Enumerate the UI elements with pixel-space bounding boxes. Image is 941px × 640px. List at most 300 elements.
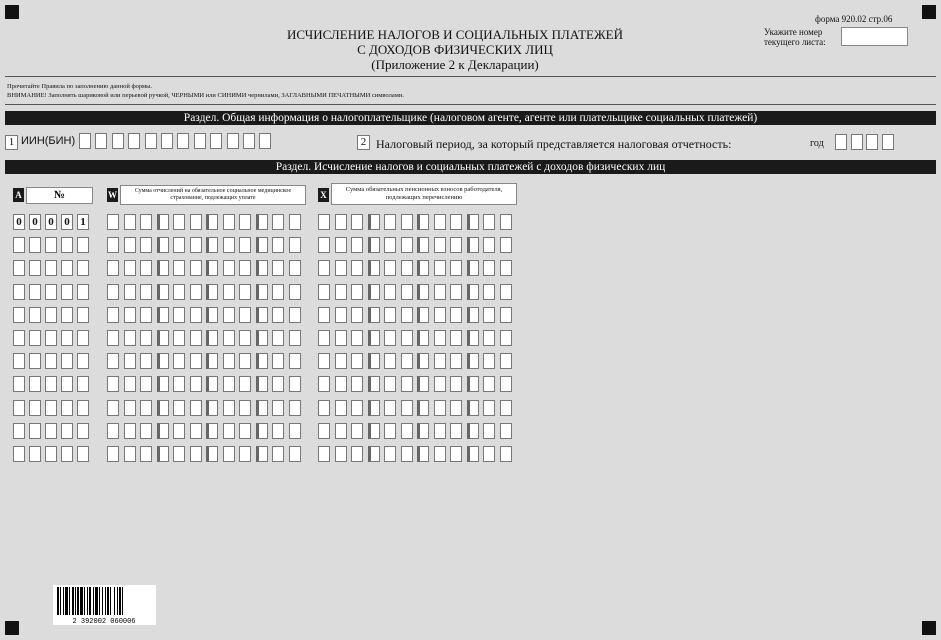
x-amount-cell[interactable] bbox=[450, 400, 462, 416]
w-amount-cell[interactable] bbox=[256, 260, 268, 276]
w-amount-cell[interactable] bbox=[223, 423, 235, 439]
w-amount-cell[interactable] bbox=[140, 400, 152, 416]
row-number-cell[interactable] bbox=[61, 376, 73, 392]
x-amount-cell[interactable] bbox=[434, 446, 446, 462]
x-amount-cell[interactable] bbox=[417, 307, 429, 323]
w-amount-cell[interactable] bbox=[289, 330, 301, 346]
w-amount-cell[interactable] bbox=[289, 446, 301, 462]
w-amount-cell[interactable] bbox=[256, 353, 268, 369]
w-amount-cell[interactable] bbox=[206, 214, 218, 230]
w-amount-cell[interactable] bbox=[124, 330, 136, 346]
w-amount-cell[interactable] bbox=[206, 400, 218, 416]
w-amount-cell[interactable] bbox=[157, 353, 169, 369]
w-amount-cell[interactable] bbox=[223, 284, 235, 300]
x-amount-cell[interactable] bbox=[384, 400, 396, 416]
x-amount-cell[interactable] bbox=[335, 400, 347, 416]
row-number-cell[interactable] bbox=[61, 423, 73, 439]
w-amount-cell[interactable] bbox=[140, 284, 152, 300]
w-amount-cell[interactable] bbox=[140, 307, 152, 323]
x-amount-cell[interactable] bbox=[417, 260, 429, 276]
w-amount-cell[interactable] bbox=[173, 446, 185, 462]
w-amount-cell[interactable] bbox=[256, 376, 268, 392]
x-amount-cell[interactable] bbox=[384, 260, 396, 276]
w-amount-cell[interactable] bbox=[107, 423, 119, 439]
w-amount-cell[interactable] bbox=[190, 446, 202, 462]
x-amount-cell[interactable] bbox=[450, 446, 462, 462]
x-amount-cell[interactable] bbox=[335, 260, 347, 276]
w-amount-cell[interactable] bbox=[173, 400, 185, 416]
w-amount-cell[interactable] bbox=[239, 260, 251, 276]
w-amount-cell[interactable] bbox=[223, 260, 235, 276]
x-amount-cell[interactable] bbox=[368, 423, 380, 439]
row-number-cell[interactable] bbox=[61, 330, 73, 346]
iin-bin-cell[interactable] bbox=[79, 133, 91, 149]
iin-bin-cell[interactable] bbox=[145, 133, 157, 149]
iin-bin-cell[interactable] bbox=[227, 133, 239, 149]
w-amount-cell[interactable] bbox=[272, 260, 284, 276]
row-number-cell[interactable] bbox=[13, 400, 25, 416]
x-amount-cell[interactable] bbox=[483, 400, 495, 416]
x-amount-cell[interactable] bbox=[467, 214, 479, 230]
x-amount-cell[interactable] bbox=[368, 214, 380, 230]
x-amount-cell[interactable] bbox=[368, 260, 380, 276]
row-number-cell[interactable] bbox=[45, 330, 57, 346]
w-amount-cell[interactable] bbox=[272, 353, 284, 369]
x-amount-cell[interactable] bbox=[500, 214, 512, 230]
x-amount-cell[interactable] bbox=[417, 353, 429, 369]
year-cell[interactable] bbox=[866, 134, 878, 150]
x-amount-cell[interactable] bbox=[434, 423, 446, 439]
x-amount-cell[interactable] bbox=[401, 214, 413, 230]
x-amount-cell[interactable] bbox=[467, 330, 479, 346]
x-amount-cell[interactable] bbox=[500, 353, 512, 369]
x-amount-cell[interactable] bbox=[351, 284, 363, 300]
row-number-cell[interactable] bbox=[29, 260, 41, 276]
w-amount-cell[interactable] bbox=[289, 260, 301, 276]
w-amount-cell[interactable] bbox=[107, 237, 119, 253]
w-amount-cell[interactable] bbox=[223, 330, 235, 346]
w-amount-cell[interactable] bbox=[157, 214, 169, 230]
x-amount-cell[interactable] bbox=[368, 330, 380, 346]
x-amount-cell[interactable] bbox=[401, 237, 413, 253]
row-number-cell[interactable] bbox=[45, 260, 57, 276]
w-amount-cell[interactable] bbox=[272, 307, 284, 323]
w-amount-cell[interactable] bbox=[256, 446, 268, 462]
x-amount-cell[interactable] bbox=[401, 446, 413, 462]
x-amount-cell[interactable] bbox=[335, 353, 347, 369]
w-amount-cell[interactable] bbox=[190, 376, 202, 392]
x-amount-cell[interactable] bbox=[368, 307, 380, 323]
x-amount-cell[interactable] bbox=[450, 353, 462, 369]
x-amount-cell[interactable] bbox=[351, 353, 363, 369]
x-amount-cell[interactable] bbox=[318, 237, 330, 253]
x-amount-cell[interactable] bbox=[434, 353, 446, 369]
w-amount-cell[interactable] bbox=[223, 400, 235, 416]
x-amount-cell[interactable] bbox=[401, 400, 413, 416]
x-amount-cell[interactable] bbox=[318, 330, 330, 346]
x-amount-cell[interactable] bbox=[318, 376, 330, 392]
x-amount-cell[interactable] bbox=[483, 260, 495, 276]
w-amount-cell[interactable] bbox=[140, 376, 152, 392]
w-amount-cell[interactable] bbox=[173, 353, 185, 369]
x-amount-cell[interactable] bbox=[434, 376, 446, 392]
w-amount-cell[interactable] bbox=[223, 214, 235, 230]
w-amount-cell[interactable] bbox=[272, 423, 284, 439]
w-amount-cell[interactable] bbox=[140, 446, 152, 462]
x-amount-cell[interactable] bbox=[384, 284, 396, 300]
x-amount-cell[interactable] bbox=[417, 284, 429, 300]
w-amount-cell[interactable] bbox=[140, 237, 152, 253]
x-amount-cell[interactable] bbox=[483, 330, 495, 346]
w-amount-cell[interactable] bbox=[190, 214, 202, 230]
year-cell[interactable] bbox=[882, 134, 894, 150]
w-amount-cell[interactable] bbox=[256, 214, 268, 230]
row-number-cell[interactable] bbox=[13, 284, 25, 300]
w-amount-cell[interactable] bbox=[190, 237, 202, 253]
row-number-cell[interactable] bbox=[77, 446, 89, 462]
w-amount-cell[interactable] bbox=[190, 400, 202, 416]
x-amount-cell[interactable] bbox=[368, 400, 380, 416]
row-number-cell[interactable] bbox=[61, 237, 73, 253]
w-amount-cell[interactable] bbox=[124, 423, 136, 439]
x-amount-cell[interactable] bbox=[384, 330, 396, 346]
x-amount-cell[interactable] bbox=[500, 237, 512, 253]
w-amount-cell[interactable] bbox=[173, 423, 185, 439]
row-number-cell[interactable] bbox=[61, 307, 73, 323]
w-amount-cell[interactable] bbox=[239, 237, 251, 253]
x-amount-cell[interactable] bbox=[450, 423, 462, 439]
w-amount-cell[interactable] bbox=[223, 446, 235, 462]
w-amount-cell[interactable] bbox=[173, 237, 185, 253]
row-number-cell[interactable] bbox=[45, 237, 57, 253]
iin-bin-cell[interactable] bbox=[210, 133, 222, 149]
x-amount-cell[interactable] bbox=[483, 237, 495, 253]
x-amount-cell[interactable] bbox=[351, 237, 363, 253]
x-amount-cell[interactable] bbox=[401, 260, 413, 276]
x-amount-cell[interactable] bbox=[450, 260, 462, 276]
w-amount-cell[interactable] bbox=[107, 214, 119, 230]
row-number-cell[interactable] bbox=[77, 307, 89, 323]
x-amount-cell[interactable] bbox=[318, 423, 330, 439]
row-number-cell[interactable] bbox=[77, 423, 89, 439]
x-amount-cell[interactable] bbox=[318, 400, 330, 416]
x-amount-cell[interactable] bbox=[318, 307, 330, 323]
row-number-cell[interactable] bbox=[45, 446, 57, 462]
w-amount-cell[interactable] bbox=[223, 376, 235, 392]
w-amount-cell[interactable] bbox=[124, 400, 136, 416]
w-amount-cell[interactable] bbox=[239, 307, 251, 323]
w-amount-cell[interactable] bbox=[206, 376, 218, 392]
w-amount-cell[interactable] bbox=[206, 260, 218, 276]
w-amount-cell[interactable] bbox=[107, 446, 119, 462]
w-amount-cell[interactable] bbox=[206, 237, 218, 253]
x-amount-cell[interactable] bbox=[351, 446, 363, 462]
x-amount-cell[interactable] bbox=[335, 330, 347, 346]
w-amount-cell[interactable] bbox=[289, 423, 301, 439]
w-amount-cell[interactable] bbox=[190, 330, 202, 346]
w-amount-cell[interactable] bbox=[124, 284, 136, 300]
x-amount-cell[interactable] bbox=[318, 214, 330, 230]
w-amount-cell[interactable] bbox=[107, 353, 119, 369]
x-amount-cell[interactable] bbox=[434, 237, 446, 253]
w-amount-cell[interactable] bbox=[223, 307, 235, 323]
x-amount-cell[interactable] bbox=[467, 400, 479, 416]
row-number-cell[interactable] bbox=[77, 330, 89, 346]
x-amount-cell[interactable] bbox=[368, 237, 380, 253]
x-amount-cell[interactable] bbox=[467, 376, 479, 392]
w-amount-cell[interactable] bbox=[289, 353, 301, 369]
x-amount-cell[interactable] bbox=[318, 353, 330, 369]
row-number-cell[interactable] bbox=[45, 400, 57, 416]
x-amount-cell[interactable] bbox=[384, 237, 396, 253]
x-amount-cell[interactable] bbox=[434, 400, 446, 416]
sheet-number-field[interactable] bbox=[841, 27, 908, 46]
x-amount-cell[interactable] bbox=[318, 284, 330, 300]
row-number-cell[interactable] bbox=[29, 446, 41, 462]
w-amount-cell[interactable] bbox=[140, 214, 152, 230]
row-number-cell[interactable] bbox=[45, 423, 57, 439]
w-amount-cell[interactable] bbox=[239, 330, 251, 346]
row-number-cell[interactable] bbox=[61, 284, 73, 300]
w-amount-cell[interactable] bbox=[140, 423, 152, 439]
row-number-cell[interactable] bbox=[45, 376, 57, 392]
w-amount-cell[interactable] bbox=[140, 260, 152, 276]
x-amount-cell[interactable] bbox=[417, 237, 429, 253]
x-amount-cell[interactable] bbox=[417, 376, 429, 392]
x-amount-cell[interactable] bbox=[368, 376, 380, 392]
x-amount-cell[interactable] bbox=[351, 400, 363, 416]
x-amount-cell[interactable] bbox=[384, 423, 396, 439]
x-amount-cell[interactable] bbox=[335, 423, 347, 439]
w-amount-cell[interactable] bbox=[157, 446, 169, 462]
w-amount-cell[interactable] bbox=[124, 353, 136, 369]
row-number-cell[interactable] bbox=[61, 260, 73, 276]
w-amount-cell[interactable] bbox=[223, 353, 235, 369]
w-amount-cell[interactable] bbox=[272, 330, 284, 346]
w-amount-cell[interactable] bbox=[239, 446, 251, 462]
x-amount-cell[interactable] bbox=[335, 284, 347, 300]
x-amount-cell[interactable] bbox=[500, 423, 512, 439]
x-amount-cell[interactable] bbox=[467, 423, 479, 439]
x-amount-cell[interactable] bbox=[450, 284, 462, 300]
row-number-cell[interactable] bbox=[13, 376, 25, 392]
x-amount-cell[interactable] bbox=[368, 446, 380, 462]
w-amount-cell[interactable] bbox=[206, 446, 218, 462]
w-amount-cell[interactable] bbox=[272, 446, 284, 462]
row-number-cell[interactable]: 1 bbox=[77, 214, 89, 230]
x-amount-cell[interactable] bbox=[384, 307, 396, 323]
w-amount-cell[interactable] bbox=[173, 214, 185, 230]
x-amount-cell[interactable] bbox=[500, 307, 512, 323]
x-amount-cell[interactable] bbox=[483, 376, 495, 392]
w-amount-cell[interactable] bbox=[256, 423, 268, 439]
row-number-cell[interactable] bbox=[77, 237, 89, 253]
x-amount-cell[interactable] bbox=[434, 330, 446, 346]
x-amount-cell[interactable] bbox=[351, 260, 363, 276]
x-amount-cell[interactable] bbox=[401, 330, 413, 346]
w-amount-cell[interactable] bbox=[256, 307, 268, 323]
w-amount-cell[interactable] bbox=[289, 307, 301, 323]
x-amount-cell[interactable] bbox=[483, 446, 495, 462]
x-amount-cell[interactable] bbox=[500, 330, 512, 346]
x-amount-cell[interactable] bbox=[500, 376, 512, 392]
w-amount-cell[interactable] bbox=[107, 330, 119, 346]
w-amount-cell[interactable] bbox=[124, 446, 136, 462]
iin-bin-cell[interactable] bbox=[161, 133, 173, 149]
x-amount-cell[interactable] bbox=[368, 353, 380, 369]
x-amount-cell[interactable] bbox=[467, 237, 479, 253]
w-amount-cell[interactable] bbox=[289, 376, 301, 392]
x-amount-cell[interactable] bbox=[335, 307, 347, 323]
x-amount-cell[interactable] bbox=[467, 307, 479, 323]
iin-bin-cell[interactable] bbox=[95, 133, 107, 149]
w-amount-cell[interactable] bbox=[206, 353, 218, 369]
x-amount-cell[interactable] bbox=[450, 214, 462, 230]
w-amount-cell[interactable] bbox=[190, 284, 202, 300]
w-amount-cell[interactable] bbox=[289, 400, 301, 416]
row-number-cell[interactable]: 0 bbox=[13, 214, 25, 230]
x-amount-cell[interactable] bbox=[351, 330, 363, 346]
w-amount-cell[interactable] bbox=[140, 330, 152, 346]
x-amount-cell[interactable] bbox=[483, 423, 495, 439]
w-amount-cell[interactable] bbox=[239, 376, 251, 392]
x-amount-cell[interactable] bbox=[483, 284, 495, 300]
row-number-cell[interactable] bbox=[45, 307, 57, 323]
x-amount-cell[interactable] bbox=[500, 446, 512, 462]
w-amount-cell[interactable] bbox=[157, 307, 169, 323]
x-amount-cell[interactable] bbox=[351, 423, 363, 439]
x-amount-cell[interactable] bbox=[483, 353, 495, 369]
w-amount-cell[interactable] bbox=[272, 400, 284, 416]
x-amount-cell[interactable] bbox=[483, 214, 495, 230]
row-number-cell[interactable] bbox=[13, 446, 25, 462]
x-amount-cell[interactable] bbox=[368, 284, 380, 300]
x-amount-cell[interactable] bbox=[384, 376, 396, 392]
iin-bin-cell[interactable] bbox=[194, 133, 206, 149]
iin-bin-cell[interactable] bbox=[177, 133, 189, 149]
x-amount-cell[interactable] bbox=[401, 284, 413, 300]
w-amount-cell[interactable] bbox=[272, 214, 284, 230]
w-amount-cell[interactable] bbox=[173, 284, 185, 300]
w-amount-cell[interactable] bbox=[190, 423, 202, 439]
row-number-cell[interactable] bbox=[45, 284, 57, 300]
x-amount-cell[interactable] bbox=[500, 284, 512, 300]
x-amount-cell[interactable] bbox=[450, 307, 462, 323]
x-amount-cell[interactable] bbox=[500, 400, 512, 416]
w-amount-cell[interactable] bbox=[272, 284, 284, 300]
row-number-cell[interactable] bbox=[29, 423, 41, 439]
x-amount-cell[interactable] bbox=[351, 214, 363, 230]
w-amount-cell[interactable] bbox=[190, 260, 202, 276]
x-amount-cell[interactable] bbox=[417, 446, 429, 462]
w-amount-cell[interactable] bbox=[157, 284, 169, 300]
x-amount-cell[interactable] bbox=[417, 330, 429, 346]
w-amount-cell[interactable] bbox=[289, 214, 301, 230]
w-amount-cell[interactable] bbox=[107, 400, 119, 416]
x-amount-cell[interactable] bbox=[500, 260, 512, 276]
x-amount-cell[interactable] bbox=[335, 237, 347, 253]
w-amount-cell[interactable] bbox=[223, 237, 235, 253]
row-number-cell[interactable] bbox=[13, 423, 25, 439]
row-number-cell[interactable] bbox=[77, 353, 89, 369]
w-amount-cell[interactable] bbox=[124, 376, 136, 392]
w-amount-cell[interactable] bbox=[206, 330, 218, 346]
w-amount-cell[interactable] bbox=[140, 353, 152, 369]
x-amount-cell[interactable] bbox=[384, 446, 396, 462]
iin-bin-cell[interactable] bbox=[112, 133, 124, 149]
row-number-cell[interactable] bbox=[61, 353, 73, 369]
row-number-cell[interactable]: 0 bbox=[45, 214, 57, 230]
row-number-cell[interactable] bbox=[29, 400, 41, 416]
x-amount-cell[interactable] bbox=[401, 307, 413, 323]
row-number-cell[interactable] bbox=[77, 400, 89, 416]
w-amount-cell[interactable] bbox=[206, 307, 218, 323]
x-amount-cell[interactable] bbox=[401, 353, 413, 369]
year-cell[interactable] bbox=[851, 134, 863, 150]
w-amount-cell[interactable] bbox=[206, 284, 218, 300]
row-number-cell[interactable] bbox=[61, 446, 73, 462]
row-number-cell[interactable] bbox=[13, 330, 25, 346]
w-amount-cell[interactable] bbox=[272, 376, 284, 392]
w-amount-cell[interactable] bbox=[256, 400, 268, 416]
w-amount-cell[interactable] bbox=[239, 400, 251, 416]
x-amount-cell[interactable] bbox=[335, 214, 347, 230]
x-amount-cell[interactable] bbox=[450, 376, 462, 392]
x-amount-cell[interactable] bbox=[434, 307, 446, 323]
w-amount-cell[interactable] bbox=[289, 284, 301, 300]
x-amount-cell[interactable] bbox=[401, 376, 413, 392]
x-amount-cell[interactable] bbox=[483, 307, 495, 323]
w-amount-cell[interactable] bbox=[157, 237, 169, 253]
w-amount-cell[interactable] bbox=[157, 400, 169, 416]
row-number-cell[interactable]: 0 bbox=[29, 214, 41, 230]
w-amount-cell[interactable] bbox=[289, 237, 301, 253]
w-amount-cell[interactable] bbox=[124, 307, 136, 323]
x-amount-cell[interactable] bbox=[434, 284, 446, 300]
w-amount-cell[interactable] bbox=[256, 237, 268, 253]
x-amount-cell[interactable] bbox=[335, 376, 347, 392]
w-amount-cell[interactable] bbox=[206, 423, 218, 439]
x-amount-cell[interactable] bbox=[467, 284, 479, 300]
w-amount-cell[interactable] bbox=[256, 284, 268, 300]
x-amount-cell[interactable] bbox=[450, 237, 462, 253]
w-amount-cell[interactable] bbox=[173, 260, 185, 276]
x-amount-cell[interactable] bbox=[318, 260, 330, 276]
x-amount-cell[interactable] bbox=[351, 307, 363, 323]
row-number-cell[interactable] bbox=[13, 307, 25, 323]
w-amount-cell[interactable] bbox=[256, 330, 268, 346]
x-amount-cell[interactable] bbox=[384, 353, 396, 369]
w-amount-cell[interactable] bbox=[190, 307, 202, 323]
x-amount-cell[interactable] bbox=[401, 423, 413, 439]
w-amount-cell[interactable] bbox=[107, 307, 119, 323]
row-number-cell[interactable] bbox=[29, 376, 41, 392]
row-number-cell[interactable] bbox=[45, 353, 57, 369]
x-amount-cell[interactable] bbox=[450, 330, 462, 346]
row-number-cell[interactable] bbox=[61, 400, 73, 416]
w-amount-cell[interactable] bbox=[107, 284, 119, 300]
x-amount-cell[interactable] bbox=[434, 260, 446, 276]
w-amount-cell[interactable] bbox=[239, 423, 251, 439]
w-amount-cell[interactable] bbox=[239, 353, 251, 369]
row-number-cell[interactable] bbox=[77, 376, 89, 392]
year-cell[interactable] bbox=[835, 134, 847, 150]
x-amount-cell[interactable] bbox=[467, 260, 479, 276]
row-number-cell[interactable] bbox=[13, 237, 25, 253]
w-amount-cell[interactable] bbox=[173, 376, 185, 392]
x-amount-cell[interactable] bbox=[384, 214, 396, 230]
w-amount-cell[interactable] bbox=[124, 237, 136, 253]
